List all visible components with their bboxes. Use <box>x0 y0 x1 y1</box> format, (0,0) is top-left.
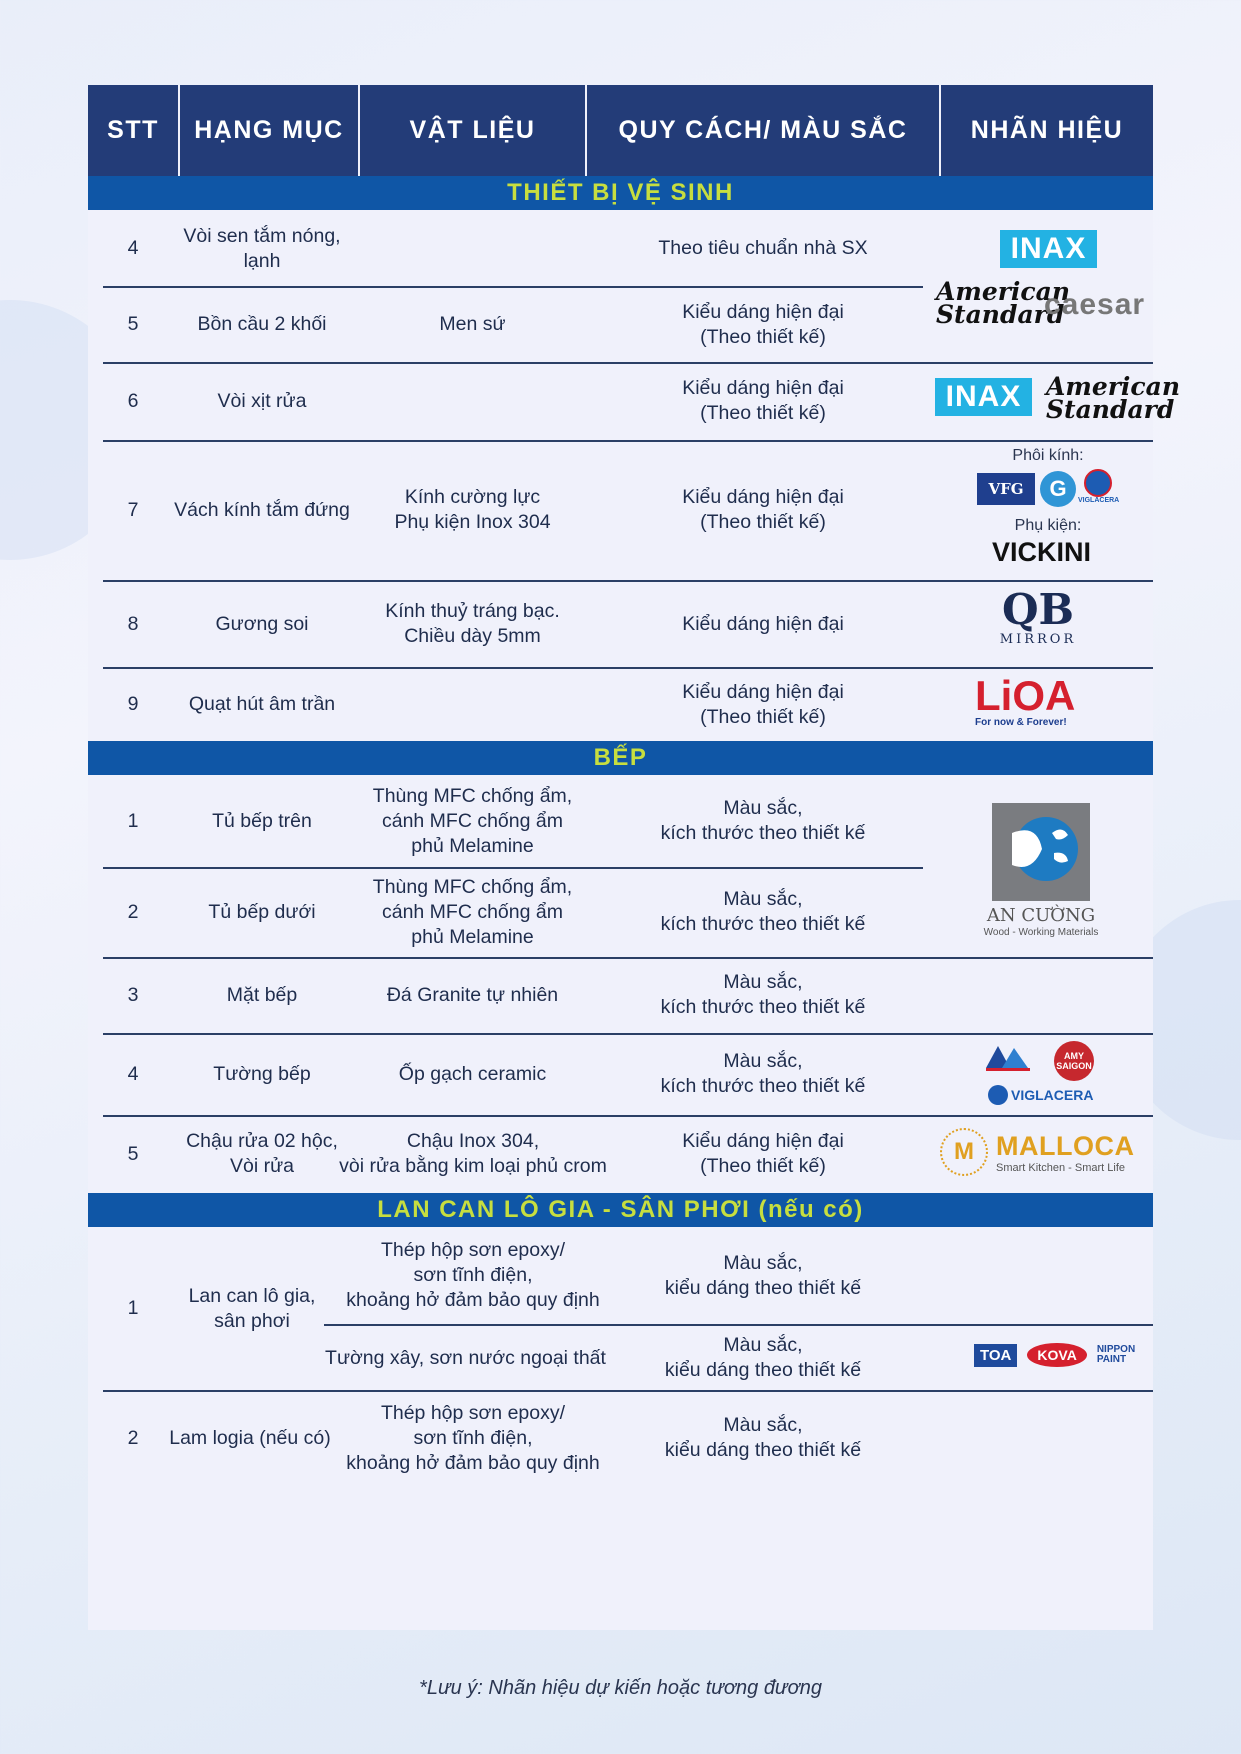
row-stt: 7 <box>127 498 139 521</box>
malloca-m-icon: M <box>940 1128 988 1176</box>
row-spec: Màu sắc, kích thước theo thiết kế <box>660 888 866 935</box>
row-spec: Màu sắc, kiểu dáng theo thiết kế <box>664 1251 862 1299</box>
qb-mirror-logo: QB MIRROR <box>999 585 1077 647</box>
label-glass: Phôi kính: <box>1012 447 1084 464</box>
spec-table <box>88 85 1181 1630</box>
row-stt: 2 <box>127 1426 139 1449</box>
row-material: Ốp gạch ceramic <box>398 1062 547 1085</box>
glass-brand-logo: G <box>1040 471 1076 507</box>
american-standard-logo: American Standard <box>936 277 1071 329</box>
row-item: Tủ bếp dưới <box>208 900 316 923</box>
row-item: Gương soi <box>215 612 309 635</box>
row-stt: 8 <box>127 612 139 635</box>
row-stt: 1 <box>127 809 139 832</box>
label-accessories: Phụ kiện: <box>1014 517 1082 534</box>
malloca-logo: M MALLOCA Smart Kitchen - Smart Life <box>940 1128 1134 1176</box>
section-title: BẾP <box>88 741 1153 775</box>
header-stt: STT <box>107 116 159 144</box>
row-item: Tường bếp <box>213 1062 311 1085</box>
table-header <box>88 85 1153 176</box>
inax-logo: INAX <box>1000 230 1097 268</box>
row-spec: Kiểu dáng hiện đại (Theo thiết kế) <box>682 680 844 728</box>
row-item: Vòi xịt rửa <box>217 389 307 412</box>
row-spec: Màu sắc, kích thước theo thiết kế <box>660 971 866 1018</box>
row-item: Vách kính tắm đứng <box>174 498 350 521</box>
row-item: Tủ bếp trên <box>212 809 312 832</box>
amy-saigon-logo: AMY SAIGON <box>1054 1041 1094 1081</box>
row-spec: Màu sắc, kích thước theo thiết kế <box>660 797 866 844</box>
header-spec: QUY CÁCH/ MÀU SẮC <box>618 116 908 144</box>
row-stt: 5 <box>127 313 139 335</box>
row-stt: 4 <box>127 237 139 259</box>
vfg-logo: VFG <box>977 473 1035 505</box>
row-stt: 1 <box>127 1297 139 1319</box>
row-material: Đá Granite tự nhiên <box>386 983 559 1006</box>
row-stt: 6 <box>127 389 139 412</box>
row-stt: 5 <box>127 1142 139 1165</box>
row-material: Kính cường lực Phụ kiện Inox 304 <box>394 486 551 533</box>
row-item: Lan can lô gia, sân phơi <box>188 1284 316 1332</box>
row-material: Tường xây, sơn nước ngoại thất <box>325 1346 606 1369</box>
row-material: Thùng MFC chống ẩm, cánh MFC chống ẩm phủ Melamine <box>372 875 573 948</box>
row-material: Chậu Inox 304, vòi rửa bằng kim loại phủ crom <box>339 1130 607 1177</box>
caesar-logo: caesar <box>1044 288 1146 321</box>
row-material: Thép hộp sơn epoxy/ sơn tĩnh điện, khoảng hở đảm bảo quy định <box>346 1401 600 1474</box>
row-item: Lam logia (nếu có) <box>169 1426 331 1449</box>
row-material: Men sứ <box>439 313 506 335</box>
header-material: VẬT LIỆU <box>409 116 536 144</box>
row-spec: Màu sắc, kích thước theo thiết kế <box>660 1050 866 1097</box>
row-spec: Kiểu dáng hiện đại (Theo thiết kế) <box>682 300 844 348</box>
row-stt: 9 <box>127 693 139 715</box>
row-item: Vòi sen tắm nóng, lạnh <box>183 224 341 272</box>
section-title: THIẾT BỊ VỆ SINH <box>88 176 1153 210</box>
row-material: Thùng MFC chống ẩm, cánh MFC chống ẩm phủ Melamine <box>372 784 573 857</box>
an-cuong-tagline: Wood - Working Materials <box>983 927 1099 938</box>
an-cuong-logo <box>992 803 1090 901</box>
paint-brands-logos <box>974 1343 1135 1367</box>
vickini-logo: VICKINI <box>992 537 1092 567</box>
inax-logo: INAX <box>935 378 1032 416</box>
row-spec: Màu sắc, kiểu dáng theo thiết kế <box>664 1414 862 1461</box>
footnote: *Lưu ý: Nhãn hiệu dự kiến hoặc tương đương <box>419 1677 822 1699</box>
italian-art-tile-logo <box>984 1042 1034 1072</box>
row-spec: Kiểu dáng hiện đại (Theo thiết kế) <box>682 377 844 424</box>
row-stt: 3 <box>127 983 139 1006</box>
row-material: Kính thuỷ tráng bạc. Chiều dày 5mm <box>385 600 560 647</box>
toa-logo: TOA <box>974 1344 1017 1367</box>
an-cuong-name: AN CƯỜNG <box>986 905 1096 926</box>
row-stt: 2 <box>127 900 139 923</box>
row-stt: 4 <box>127 1062 139 1085</box>
row-item: Quạt hút âm trần <box>188 693 336 715</box>
lioa-logo: LiOA For now & Forever! <box>975 672 1076 728</box>
row-item: Chậu rửa 02 hộc, Vòi rửa <box>186 1130 338 1177</box>
row-spec: Màu sắc, kiểu dáng theo thiết kế <box>664 1334 862 1381</box>
section-title: LAN CAN LÔ GIA - SÂN PHƠI (nếu có) <box>88 1193 1153 1227</box>
row-spec: Kiểu dáng hiện đại <box>682 612 844 635</box>
kova-logo: KOVA <box>1027 1343 1086 1367</box>
nippon-paint-logo: NIPPON PAINT <box>1096 1344 1136 1365</box>
row-item: Bồn cầu 2 khối <box>197 313 327 335</box>
row-spec: Kiểu dáng hiện đại (Theo thiết kế) <box>682 486 844 533</box>
viglacera-logo: VIGLACERA <box>988 1085 1093 1105</box>
row-spec: Kiểu dáng hiện đại (Theo thiết kế) <box>682 1130 844 1177</box>
header-brand: NHÃN HIỆU <box>970 116 1124 144</box>
row-item: Mặt bếp <box>226 983 298 1006</box>
american-standard-logo: American Standard <box>1046 372 1181 424</box>
row-material: Thép hộp sơn epoxy/ sơn tĩnh điện, khoảng hở đảm bảo quy định <box>346 1239 600 1311</box>
viglacera-small-logo: VIGLACERA <box>1078 469 1118 509</box>
header-item: HẠNG MỤC <box>194 116 344 144</box>
row-spec: Theo tiêu chuẩn nhà SX <box>658 237 868 259</box>
